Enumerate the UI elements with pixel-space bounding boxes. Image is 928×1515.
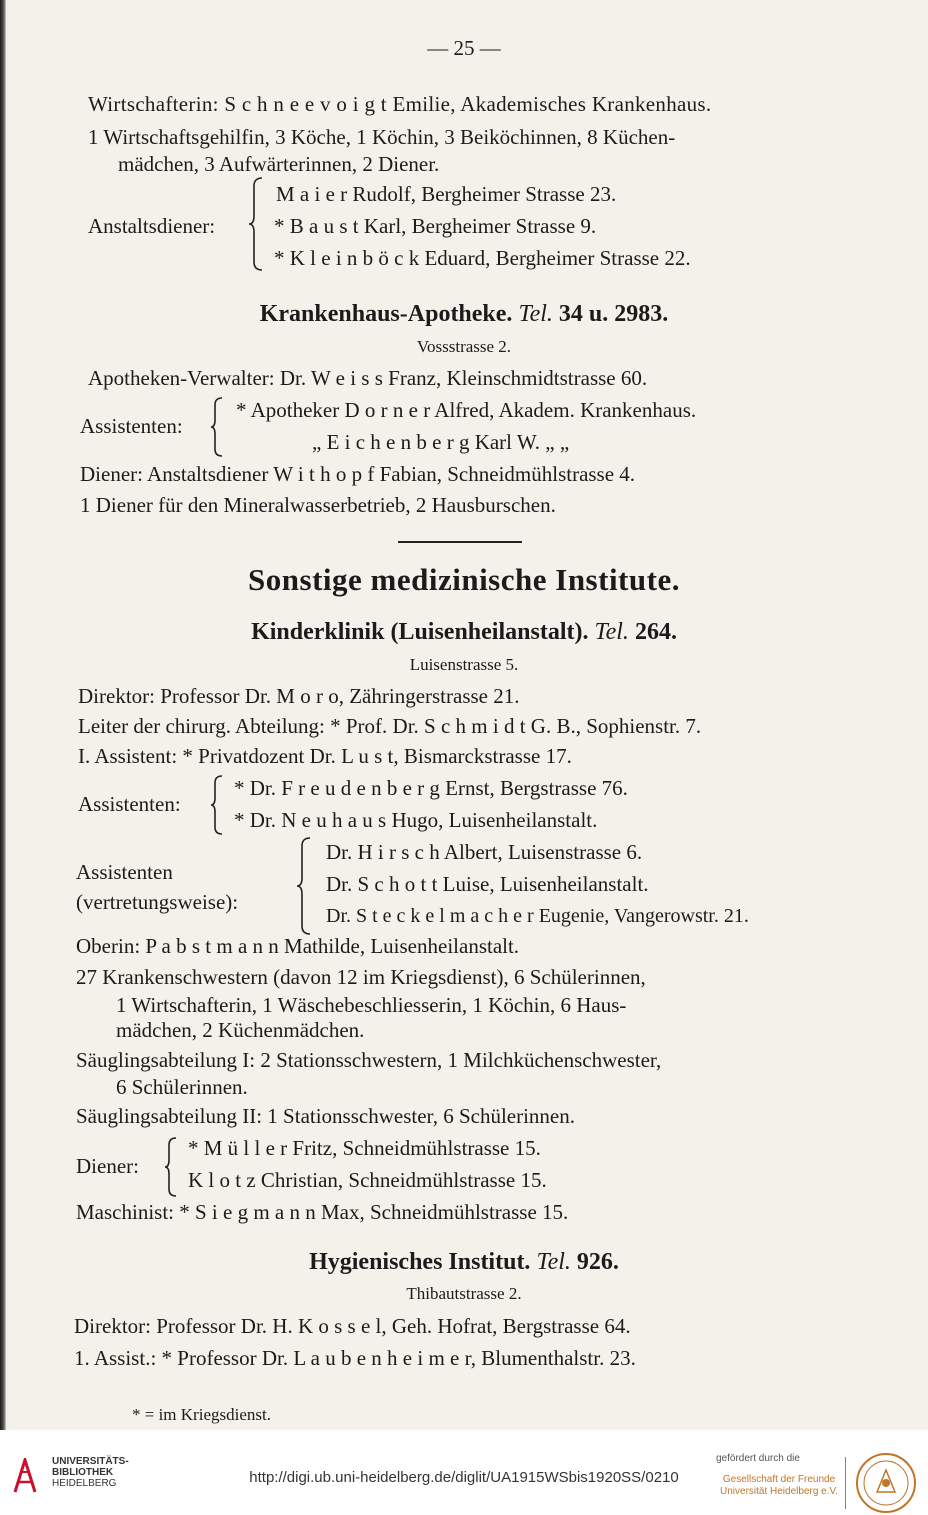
kinderklinik-saeugling-1b: 6 Schülerinnen. — [116, 1075, 248, 1099]
heading-hygiene-tel: Tel. — [536, 1249, 571, 1275]
heading-kinderklinik-number: 264. — [634, 619, 677, 645]
vertretung-steckelmacher: Dr. S t e c k e l m a c h e r Eugenie, Vangerowstr. 21. — [326, 905, 749, 927]
kinderklinik-diener-label: Diener: — [76, 1154, 139, 1178]
heading-kinderklinik — [0, 620, 928, 644]
apotheke-assistent-dorner: * Apotheker D o r n e r Alfred, Akadem. Krankenhaus. — [236, 398, 697, 422]
apotheke-diener: Diener: Anstaltsdiener W i t h o p f Fabian, Schneidmühlstrasse 4. — [80, 462, 636, 486]
heading-apotheke-tel: Tel. — [518, 301, 553, 327]
line-wirtschafterin: Wirtschafterin: S c h n e e v o i g t Emilie, Akademisches Krankenhaus. — [88, 92, 712, 116]
anstaltsdiener-maier: M a i e r Rudolf, Bergheimer Strasse 23. — [276, 182, 617, 206]
heading-hygiene-title: Hygienisches Institut. — [309, 1249, 531, 1275]
kinderklinik-schwestern-2: 1 Wirtschafterin, 1 Wäschebeschliesserin, 1 Köchin, 6 Haus- — [116, 993, 627, 1017]
line-maedchen: mädchen, 3 Aufwärterinnen, 2 Diener. — [118, 152, 440, 176]
heading-apotheke — [0, 302, 928, 326]
kinderklinik-address: Luisenstrasse 5. — [409, 655, 519, 674]
kinderklinik-saeugling-1: Säuglingsabteilung I: 2 Stationsschwestern, 1 Milchküchenschwester, — [76, 1048, 662, 1072]
vertretung-schott: Dr. S c h o t t Luise, Luisenheilanstalt. — [326, 872, 649, 896]
sponsor-name-1: Gesellschaft der Freunde — [722, 1474, 836, 1485]
brace-vertretung — [296, 836, 312, 936]
heading-kinderklinik-tel: Tel. — [594, 619, 629, 645]
kinderklinik-direktor: Direktor: Professor Dr. M o r o, Zähringerstrasse 21. — [78, 684, 520, 708]
kinderklinik-saeugling-2: Säuglingsabteilung II: 1 Stationsschwester, 6 Schülerinnen. — [76, 1104, 575, 1128]
line-wirtschaftsgehilfin: 1 Wirtschaftsgehilfin, 3 Köche, 1 Köchin, 3 Beiköchinnen, 8 Küchen- — [88, 125, 676, 149]
heading-hygiene-number: 926. — [576, 1249, 619, 1275]
heading-apotheke-title: Krankenhaus-Apotheke. — [259, 301, 513, 327]
brace-anstaltsdiener — [248, 176, 264, 272]
anstaltsdiener-kleinboeck: * K l e i n b ö c k Eduard, Bergheimer Strasse 22. — [274, 246, 691, 270]
kinderklinik-assistenten-label: Assistenten: — [78, 792, 181, 816]
kinderklinik-leiter: Leiter der chirurg. Abteilung: * Prof. Dr. S c h m i d t G. B., Sophienstr. 7. — [78, 714, 702, 738]
kinderklinik-oberin: Oberin: P a b s t m a n n Mathilde, Luisenheilanstalt. — [76, 934, 520, 958]
heading-kinderklinik-title: Kinderklinik (Luisenheilanstalt). — [251, 619, 589, 645]
kinderklinik-schwestern-1: 27 Krankenschwestern (davon 12 im Kriegsdienst), 6 Schülerinnen, — [76, 965, 646, 989]
anstaltsdiener-label: Anstaltsdiener: — [88, 214, 216, 238]
brace-apotheke-assistenten — [210, 396, 224, 458]
section-divider — [398, 541, 522, 543]
apotheke-assistenten-label: Assistenten: — [80, 414, 183, 438]
document-url-link[interactable]: http://digi.ub.uni-heidelberg.de/diglit/UA1915WSbis1920SS/0210 — [249, 1469, 679, 1486]
apotheke-assistent-eichenberg: „ E i c h e n b e r g Karl W. „ „ — [312, 430, 570, 454]
vertretung-hirsch: Dr. H i r s c h Albert, Luisenstrasse 6. — [326, 840, 643, 864]
ub-line-2: BIBLIOTHEK — [52, 1467, 114, 1478]
kinderklinik-diener-mueller: * M ü l l e r Fritz, Schneidmühlstrasse 15. — [188, 1136, 541, 1160]
heading-sonstige: Sonstige medizinische Institute. — [248, 562, 680, 597]
footnote: * = im Kriegsdienst. — [132, 1405, 271, 1424]
sponsor-name-2: Universität Heidelberg e.V. — [720, 1486, 839, 1497]
ub-line-1: UNIVERSITÄTS- — [52, 1456, 129, 1467]
brace-kinderklinik-diener — [164, 1136, 178, 1198]
vertretung-label-1: Assistenten — [76, 860, 173, 884]
heading-apotheke-number: 34 u. 2983. — [558, 301, 669, 327]
kinderklinik-assistent-neuhaus: * Dr. N e u h a u s Hugo, Luisenheilanstalt. — [234, 808, 598, 832]
apotheke-diener-2: 1 Diener für den Mineralwasserbetrieb, 2 Hausburschen. — [80, 493, 556, 517]
apotheke-address: Vossstrasse 2. — [416, 337, 512, 356]
kinderklinik-assistent-1: I. Assistent: * Privatdozent Dr. L u s t, Bismarckstrasse 17. — [78, 744, 572, 768]
sponsor-name — [720, 1474, 838, 1498]
university-seal-icon — [855, 1452, 917, 1514]
sponsor-divider — [845, 1457, 846, 1509]
ub-line-3: HEIDELBERG — [52, 1478, 117, 1489]
page-number: — 25 — — [427, 36, 501, 60]
page-binding-edge — [0, 0, 6, 1430]
brace-kinderklinik-assistenten — [210, 774, 224, 836]
heading-hygiene — [0, 1250, 928, 1274]
kinderklinik-diener-klotz: K l o t z Christian, Schneidmühlstrasse 15. — [188, 1168, 547, 1192]
hygiene-direktor: Direktor: Professor Dr. H. K o s s e l, Geh. Hofrat, Bergstrasse 64. — [74, 1314, 631, 1338]
kinderklinik-maschinist: Maschinist: * S i e g m a n n Max, Schneidmühlstrasse 15. — [76, 1200, 569, 1224]
hygiene-assistent: 1. Assist.: * Professor Dr. L a u b e n h e i m e r, Blumenthalstr. 23. — [74, 1346, 636, 1370]
sponsor-label: gefördert durch die — [716, 1453, 800, 1464]
kinderklinik-schwestern-3: mädchen, 2 Küchenmädchen. — [116, 1018, 365, 1042]
kinderklinik-assistent-freudenberg: * Dr. F r e u d e n b e r g Ernst, Bergstrasse 76. — [234, 776, 628, 800]
vertretung-label-2: (vertretungsweise): — [76, 890, 239, 914]
hygiene-address: Thibautstrasse 2. — [406, 1284, 522, 1303]
apotheke-verwalter: Apotheken-Verwalter: Dr. W e i s s Franz, Kleinschmidtstrasse 60. — [88, 366, 648, 390]
anstaltsdiener-baust: * B a u s t Karl, Bergheimer Strasse 9. — [274, 214, 597, 238]
